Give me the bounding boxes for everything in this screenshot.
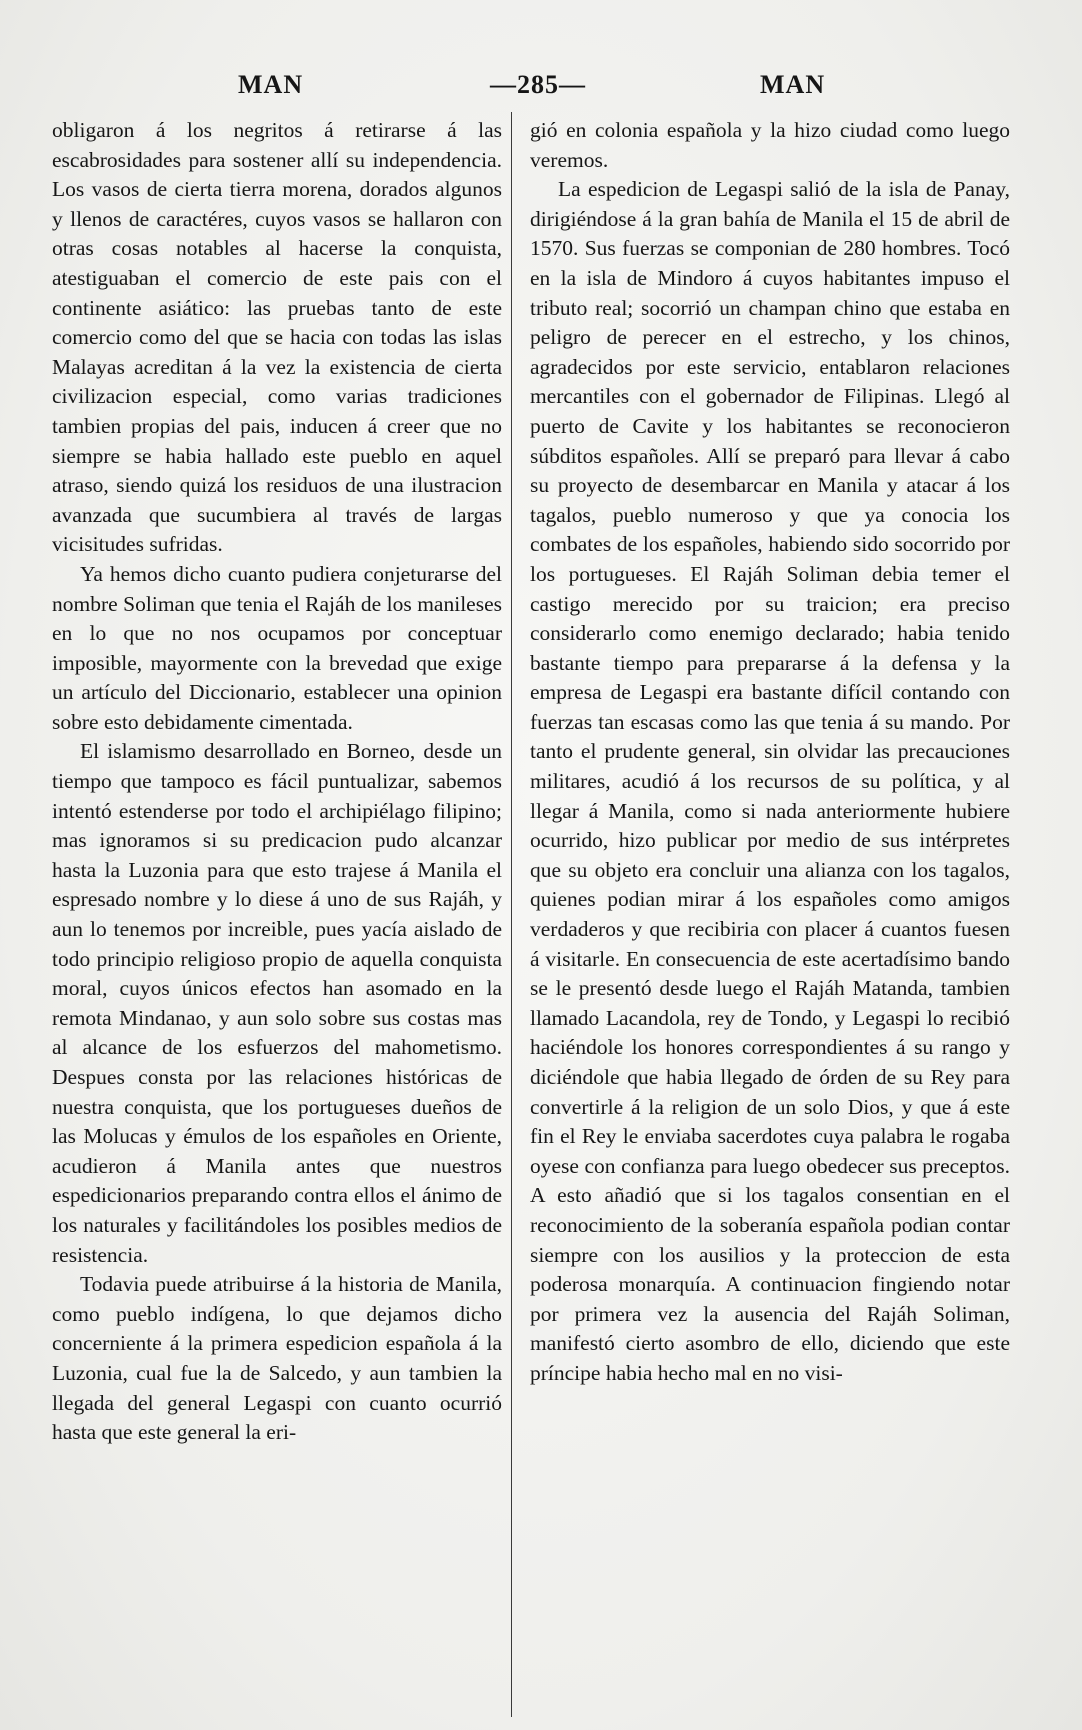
paragraph-continued: obligaron á los negritos á retirarse á las escabrosidades para sostener allí su independencia. Los vasos de cierta tierra morena, dorados algunos y llenos de caractéres, cuyos vasos se hallaron con otras cosas notables al hacerse la conquista, atestiguaban el comercio de este pais con el continente asiático: las pruebas tanto de este comercio como del que se hacia con todas las islas Malayas acreditan á la vez la existencia de cierta civilizacion especial, como varias tradiciones tambien propias del pais, inducen á creer que no siempre se habia hallado este pueblo en aquel atraso, siendo quizá los residuos de una ilustracion avanzada que sucumbiera al través de largas vicisitudes sufridas. [52,118,502,557]
header-right-keyword: MAN [760,70,826,99]
paragraph: El islamismo desarrollado en Borneo, desde un tiempo que tampoco es fácil puntualizar, sabemos intentó estenderse por todo el archipiélago filipino; mas ignoramos si su predicacion pudo alcanzar hasta la Luzonia para que esto trajese á Manila el espresado nombre y lo diese á uno de sus Rajáh, y aun lo tenemos por increible, pues yacía aislado de todo principio religioso propio de aquella conquista moral, cuyos únicos efectos han asomado en la remota Mindanao, y aun solo sobre sus costas mas al alcance de los esfuerzos del mahometismo. Despues consta por las relaciones históricas de nuestra conquista, que los portugueses dueños de las Molucas y émulos de los españoles en Oriente, acudieron á Manila antes que nuestros espedicionarios preparando contra ellos el ánimo de los naturales y facilitándoles los posibles medios de resistencia. [52,739,502,1267]
header-left-keyword: MAN [238,70,304,99]
column-divider [511,112,512,1717]
running-head [0,70,1082,110]
page-number: —285— [490,70,586,99]
left-column [52,116,502,1716]
paragraph: Todavia puede atribuirse á la historia de Manila, como pueblo indígena, lo que dejamos dicho concerniente á la primera espedicion española á la Luzonia, cual fue la de Salcedo, y aun tambien la llegada del general Legaspi con cuanto ocurrió hasta que este general la eri- [52,1272,502,1445]
paragraph-continued: gió en colonia española y la hizo ciudad como luego veremos. [530,118,1010,172]
paragraph: Ya hemos dicho cuanto pudiera conjeturarse del nombre Soliman que tenia el Rajáh de los manileses en lo que no nos ocupamos por conceptuar imposible, mayormente con la brevedad que exige un artículo del Diccionario, establecer una opinion sobre esto debidamente cimentada. [52,561,502,734]
right-column [530,116,1010,1716]
paragraph: La espedicion de Legaspi salió de la isla de Panay, dirigiéndose á la gran bahía de Manila el 15 de abril de 1570. Sus fuerzas se componian de 280 hombres. Tocó en la isla de Mindoro á cuyos habitantes impuso el tributo real; socorrió un champan chino que estaba en peligro de perecer en el estrecho, y los chinos, agradecidos por este servicio, entablaron relaciones mercantiles con el gobernador de Filipinas. Llegó al puerto de Cavite y los habitantes se reconocieron súbditos españoles. Allí se preparó para llevar á cabo su proyecto de desembarcar en Manila y atacar á los tagalos, pueblo numeroso y que ya conocia los combates de los españoles, habiendo sido socorrido por los portugueses. El Rajáh Soliman debia temer el castigo merecido por su traicion; era preciso considerarlo como enemigo declarado; habia tenido bastante tiempo para prepararse á la defensa y la empresa de Legaspi era bastante difícil contando con fuerzas tan escasas como las que tenia á su mando. Por tanto el prudente general, sin olvidar las precauciones militares, acudió á los recursos de su política, y al llegar á Manila, como si nada anteriormente hubiere ocurrido, hizo publicar por medio de sus intérpretes que su objeto era concluir una alianza con los tagalos, quienes podian mirar á los españoles como amigos verdaderos y que recibiria con placer á cuantos fuesen á visitarle. En consecuencia de este acertadísimo bando se le presentó desde luego el Rajáh Matanda, tambien llamado Lacandola, rey de Tondo, y Legaspi lo recibió haciéndole los honores correspondientes á su rango y diciéndole que habia llegado de órden de su Rey para convertirle á la religion de un solo Dios, y que á este fin el Rey le enviaba sacerdotes cuya palabra le rogaba oyese con confianza para luego obedecer sus preceptos. A esto añadió que si los tagalos consentian en el reconocimiento de la soberanía española podian contar siempre con los ausilios y la proteccion de esta poderosa monarquía. A continuacion fingiendo notar por primera vez la ausencia del Rajáh Soliman, manifestó cierto asombro de ello, diciendo que este príncipe habia hecho mal en no visi- [530,177,1010,1385]
